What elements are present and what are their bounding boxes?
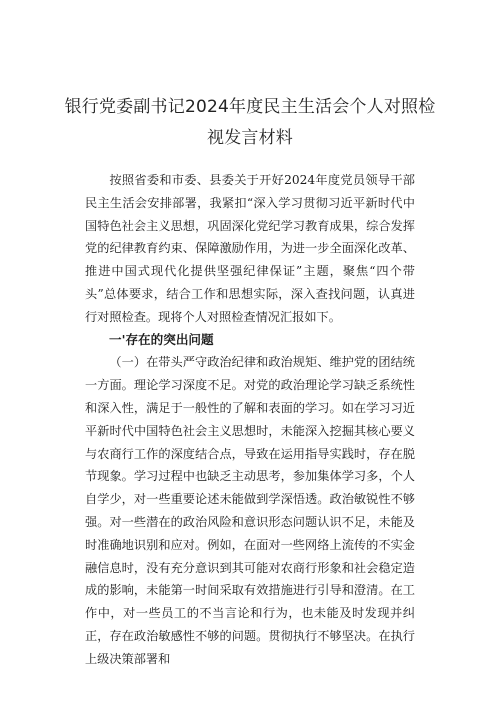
document-body	[85, 169, 415, 671]
document-title: 银行党委副书记2024年度民主生活会个人对照检视发言材料	[64, 97, 436, 148]
intro-paragraph: 按照省委和市委、县委关于开好2024年度党员领导干部民主生活会安排部署，我紧扣“深入学习贯彻习近平新时代中国特色社会主义思想，巩固深化党纪学习教育成果，综合发挥党的纪律教育约束、保障激励作用，为进一步全面深化改革、推进中国式现代化提供坚强纪律保证”主题，聚焦“四个带头”总体要求，结合工作和思想实际，深入查找问题，认真进行对照检查。现将个人对照检查情况汇报如下。	[85, 173, 415, 324]
body-paragraph: （一）在带头严守政治纪律和政治规矩、维护党的团结统一方面。理论学习深度不足。对党的政治理论学习缺乏系统性和深入性，满足于一般性的了解和表面的学习。如在学习习近平新时代中国特色社会主义思想时，未能深入挖掘其核心要义与农商行工作的深度结合点，导致在运用指导实践时，存在脱节现象。学习过程中也缺乏主动思考，参加集体学习多，个人自学少，对一些重要论述未能做到学深悟透。政治敏锐性不够强。对一些潜在的政治风险和意识形态问题认识不足，未能及时准确地识别和应对。例如，在面对一些网络上流传的不实金融信息时，没有充分意识到其可能对农商行形象和社会稳定造成的影响，未能第一时间采取有效措施进行引导和澄清。在工作中，对一些员工的不当言论和行为，也未能及时发现并纠正，存在政治敏感性不够的问题。贯彻执行不够坚决。在执行上级决策部署和	[85, 355, 415, 666]
section-heading: 一'存在的突出问题	[109, 331, 214, 347]
